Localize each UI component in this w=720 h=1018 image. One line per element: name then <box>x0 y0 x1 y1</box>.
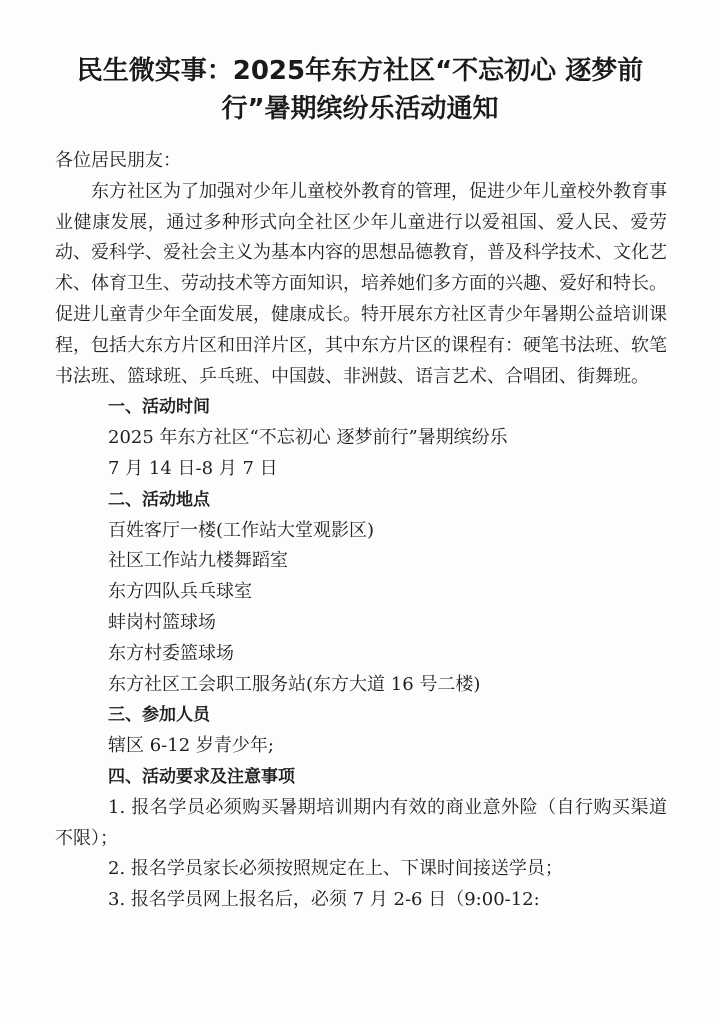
time-line: 2025 年东方社区“不忘初心 逐梦前行”暑期缤纷乐 <box>108 427 508 449</box>
location-line: 东方社区工会职工服务站(东方大道 16 号二楼) <box>108 673 481 695</box>
location-line: 东方村委篮球场 <box>108 642 234 664</box>
intro-paragraph: 东方社区为了加强对少年儿童校外教育的管理，促进少年儿童校外教育事业健康发展，通过多种形式向全社区少年儿童进行以爱祖国、爱人民、爱劳动、爱科学、爱社会主义为基本内容的思想品德教育，普及科学技术、文化艺术、体育卫生、劳动技术等方面知识，培养她们多方面的兴趣、爱好和特长。促进儿童青少年全面发展，健康成长。特开展东方社区青少年暑期公益培训课程，包括大东方片区和田洋片区，其中东方片区的课程有：硬笔书法班、软笔书法班、篮球班、乒乓班、中国鼓、非洲鼓、语言艺术、合唱团、街舞班。 <box>55 180 667 387</box>
notice-title <box>30 52 690 128</box>
location-line: 蚌岗村篮球场 <box>108 611 216 633</box>
location-line: 东方四队兵乓球室 <box>108 581 252 603</box>
requirement-item: 1. 报名学员必须购买暑期培训期内有效的商业意外险（自行购买渠道不限）； <box>55 796 667 849</box>
requirement-item: 3. 报名学员网上报名后，必须 7 月 2-6 日（9:00-12: <box>108 889 540 911</box>
time-line: 7 月 14 日-8 月 7 日 <box>108 457 278 479</box>
participants-line: 辖区 6-12 岁青少年; <box>108 735 274 757</box>
section-heading-location: 二、活动地点 <box>108 489 210 510</box>
greeting: 各位居民朋友： <box>55 150 181 171</box>
section-heading-requirements: 四、活动要求及注意事项 <box>108 766 295 787</box>
title-line-1: 民生微实事：2025年东方社区“不忘初心 逐梦前 <box>76 56 644 86</box>
section-heading-time: 一、活动时间 <box>108 397 210 418</box>
requirement-item: 2. 报名学员家长必须按照规定在上、下课时间接送学员； <box>108 858 563 880</box>
notice-body <box>55 146 667 916</box>
location-line: 百姓客厅一楼(工作站大堂观影区) <box>108 519 375 541</box>
title-line-2: 行”暑期缤纷乐活动通知 <box>221 94 499 124</box>
section-heading-participants: 三、参加人员 <box>108 705 210 726</box>
location-line: 社区工作站九楼舞蹈室 <box>108 550 288 572</box>
